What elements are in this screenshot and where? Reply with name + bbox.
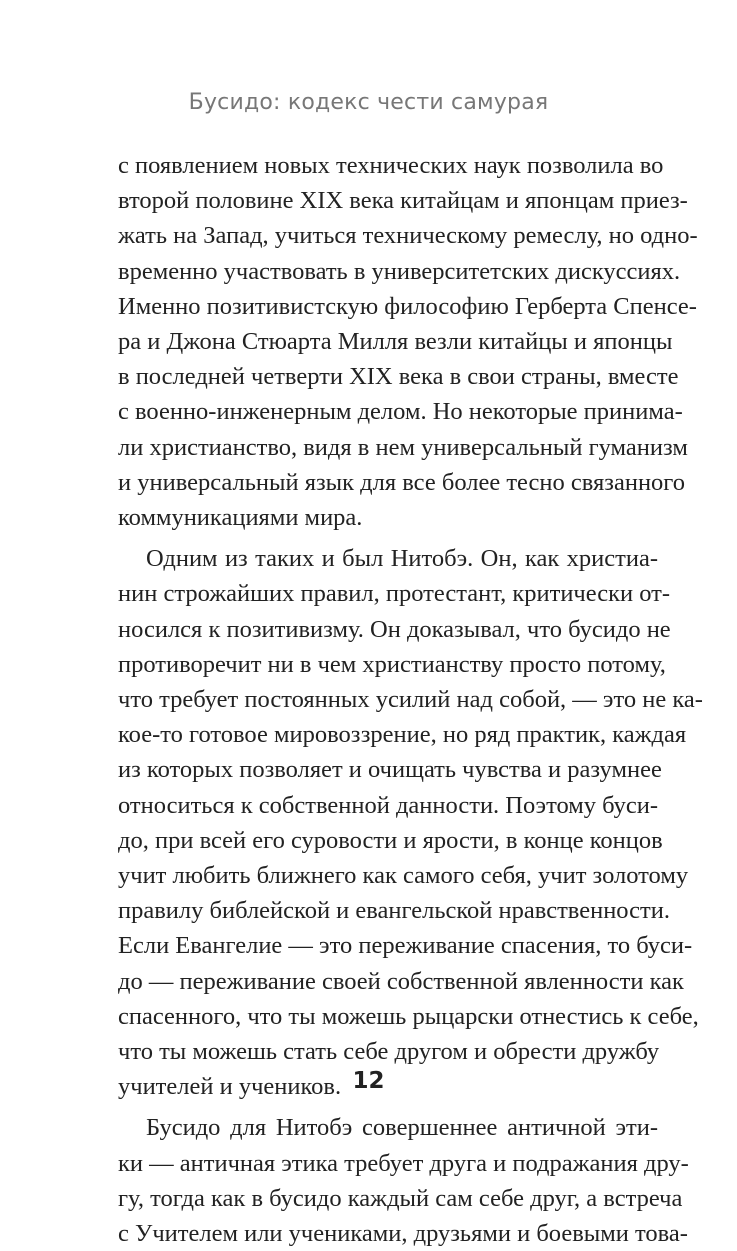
text-line: ки — античная этика требует друга и подражания дру- <box>118 1149 689 1177</box>
text-line: жать на Запад, учиться техническому ремеслу, но одно- <box>118 222 698 250</box>
text-line: до — переживание своей собственной явленности как <box>118 967 684 995</box>
text-line: что ты можешь стать себе другом и обрести дружбу <box>118 1038 660 1066</box>
text-line: противоречит ни в чем христианству просто потому, <box>118 650 666 678</box>
text-line: Одним из таких и был Нитобэ. Он, как христиа- <box>146 545 658 573</box>
text-line: гу, тогда как в бусидо каждый сам себе друг, а встреча <box>118 1184 683 1212</box>
text-line: ли христианство, видя в нем универсальный гуманизм <box>118 433 688 461</box>
text-line: из которых позволяет и очищать чувства и разумнее <box>118 756 662 784</box>
text-line: с Учителем или учениками, друзьями и боевыми това- <box>118 1220 688 1248</box>
text-line: с военно-инженерным делом. Но некоторые принима- <box>118 398 683 426</box>
page-number: 12 <box>352 1068 385 1094</box>
text-line: второй половине XIX века китайцам и японцам приез- <box>118 187 688 215</box>
text-line: Если Евангелие — это переживание спасения, то буси- <box>118 932 693 960</box>
running-head: Бусидо: кодекс чести самурая <box>188 90 549 115</box>
text-line: коммуникациями мира. <box>118 504 363 532</box>
text-line: относиться к собственной данности. Поэтому буси- <box>118 791 659 819</box>
text-line: что требует постоянных усилий над собой, — это не ка- <box>118 686 703 714</box>
text-line: временно участвовать в университетских дискуссиях. <box>118 257 681 285</box>
text-line: спасенного, что ты можешь рыцарски отнестись к себе, <box>118 1002 699 1030</box>
text-line: кое-то готовое мировоззрение, но ряд практик, каждая <box>118 721 687 749</box>
text-line: носился к позитивизму. Он доказывал, что бусидо не <box>118 615 671 643</box>
text-line: Бусидо для Нитобэ совершеннее античной эти- <box>146 1114 658 1142</box>
text-line: нин строжайших правил, протестант, критически от- <box>118 580 671 608</box>
text-line: и универсальный язык для все более тесно связанного <box>118 468 685 496</box>
text-line: учителей и учеников. <box>118 1073 342 1101</box>
text-line: ра и Джона Стюарта Милля везли китайцы и японцы <box>118 328 673 356</box>
text-line: до, при всей его суровости и ярости, в конце концов <box>118 826 663 854</box>
text-line: учит любить ближнего как самого себя, учит золотому <box>118 862 689 890</box>
text-line: в последней четверти XIX века в свои страны, вместе <box>118 363 679 391</box>
text-line: правилу библейской и евангельской нравственности. <box>118 897 670 925</box>
text-line: Именно позитивистскую философию Герберта Спенсе- <box>118 292 697 320</box>
text-line: с появлением новых технических наук позволила во <box>118 152 664 179</box>
